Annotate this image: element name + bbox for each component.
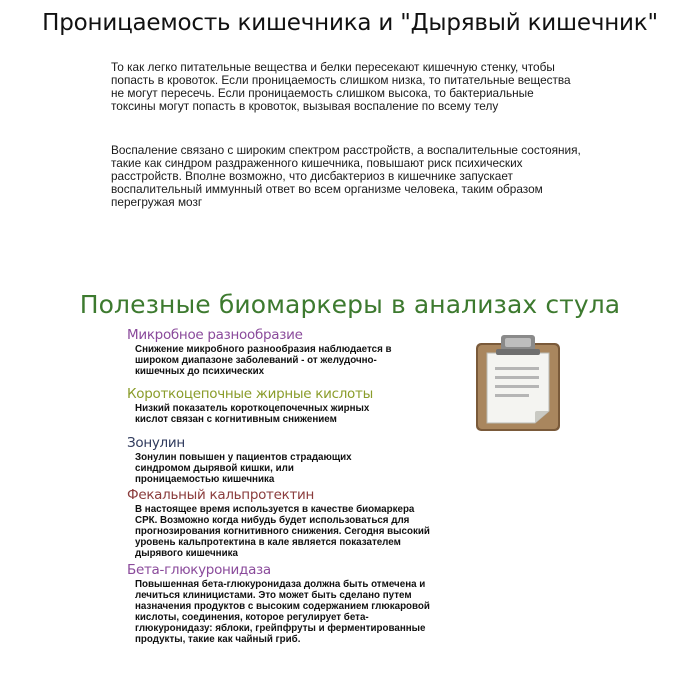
intro-paragraph-2: Воспаление связано с широким спектром расстройств, а воспалительные состояния, такие как синдром раздраженного кишечника, повышают риск психических расстройств. Вполне возможно, что дисбактериоз в кишечнике запускает воспалительный иммунный ответ во всем организме человека, таким образом перегружая мозг — [111, 143, 581, 209]
biomarker-title: Фекальный кальпротектин — [127, 487, 315, 503]
clipboard-icon — [473, 333, 563, 433]
biomarker-fecal-calprotectin — [127, 487, 430, 559]
biomarker-beta-glucuronidase — [127, 562, 430, 645]
biomarker-short-chain-fatty-acids — [127, 387, 427, 425]
biomarker-description: Зонулин повышен у пациентов страдающих синдромом дырявой кишки, или проницаемостью кишечника — [135, 452, 352, 485]
biomarker-title: Бета-глюкуронидаза — [127, 562, 271, 578]
biomarker-microbial-diversity — [127, 328, 427, 377]
section-title: Полезные биомаркеры в анализах стула — [79, 290, 621, 319]
biomarker-title: Короткоцепочные жирные кислоты — [127, 386, 373, 402]
biomarker-title: Зонулин — [127, 435, 185, 451]
page-title: Проницаемость кишечника и "Дырявый кишечник" — [42, 10, 658, 36]
biomarker-title: Микробное разнообразие — [127, 327, 303, 343]
biomarker-description: Повышенная бета-глюкуронидаза должна быть отмечена и лечиться клиницистами. Это может быть сделано путем назначения продуктов с высоким содержанием глюкаровой кислоты, соединения, которое регулирует бета-глюкуронидазу: яблоки, грейпфруты и ферментированные продукты, такие как чайный гриб. — [135, 579, 430, 645]
biomarker-description: Низкий показатель короткоцепочечных жирных кислот связан с когнитивным снижением — [135, 403, 370, 425]
biomarker-zonulin — [127, 436, 427, 485]
biomarker-description: В настоящее время используется в качестве биомаркера СРК. Возможно когда нибудь будет использоваться для прогнозирования когнитивного снижения. Сегодня высокий уровень кальпротектина в кале является показателем дырявого кишечника — [135, 504, 430, 559]
intro-paragraph-1: То как легко питательные вещества и белки пересекают кишечную стенку, чтобы попасть в кровоток. Если проницаемость слишком низка, то питательные вещества не могут пересечь. Если проницаемость слишком высока, то бактериальные токсины могут попасть в кровоток, вызывая воспаление по всему телу — [111, 60, 571, 113]
biomarker-description: Снижение микробного разнообразия наблюдается в широком диапазоне заболеваний - от желудочно-кишечных до психических — [135, 344, 392, 377]
